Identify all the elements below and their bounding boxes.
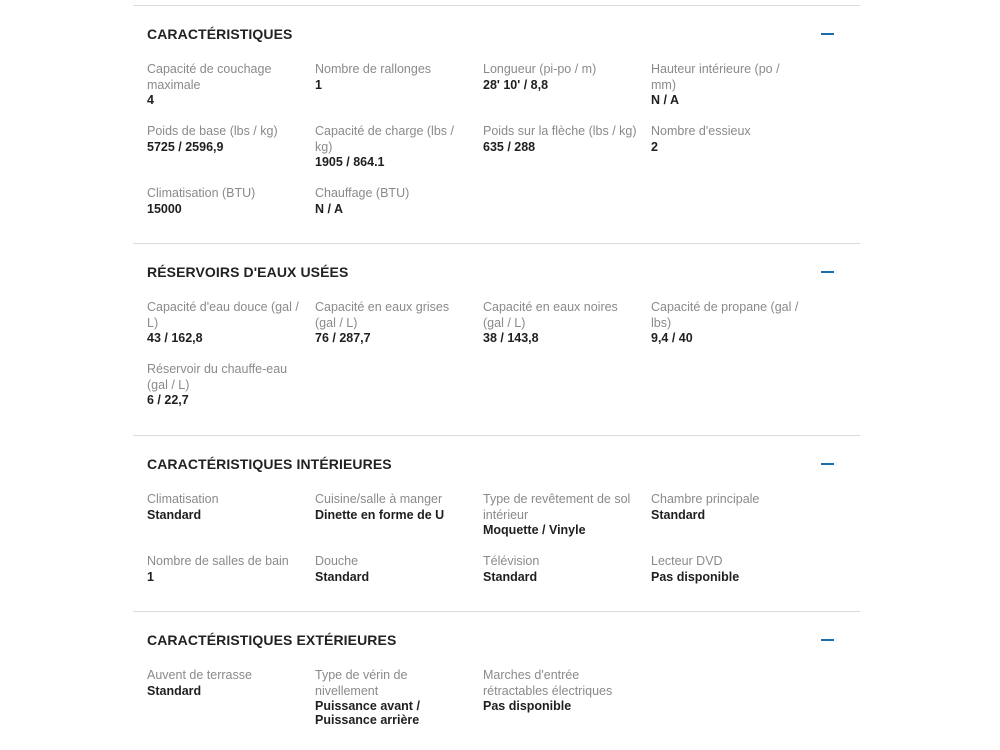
spec-row (133, 668, 860, 738)
spec-value: 2 (651, 139, 658, 154)
collapse-icon[interactable] (821, 639, 834, 641)
spec-item (651, 62, 819, 124)
spec-label: Marches d'entrée rétractables électriques (483, 668, 613, 698)
spec-value: 1905 / 864.1 (315, 155, 385, 169)
spec-value: 43 / 162,8 (147, 331, 203, 345)
spec-value: Dinette en forme de U (315, 507, 445, 522)
spec-value: N / A (651, 93, 680, 107)
spec-label: Type de revêtement de sol intérieur (483, 492, 631, 522)
spec-value: 5725 / 2596,9 (147, 139, 224, 154)
spec-value: Standard (147, 507, 202, 522)
section-header[interactable] (133, 436, 860, 492)
spec-row (133, 554, 860, 604)
spec-row (133, 300, 860, 362)
spec-row (133, 62, 860, 124)
spec-item (483, 300, 651, 362)
spec-value: 15000 (147, 201, 182, 216)
section-title: CARACTÉRISTIQUES EXTÉRIEURES (147, 632, 397, 648)
spec-label: Type de vérin de nivellement (315, 668, 408, 698)
spec-value: 76 / 287,7 (315, 331, 371, 345)
spec-value: Moquette / Vinyle (483, 523, 586, 537)
spec-value: 1 (147, 569, 154, 584)
spec-value: Pas disponible (483, 699, 572, 713)
spec-item (147, 62, 315, 124)
spec-label: Capacité de propane (gal / lbs) (651, 300, 799, 330)
spec-value: 28' 10' / 8,8 (483, 77, 549, 92)
spec-item (147, 362, 315, 422)
spec-item (315, 554, 483, 604)
spec-item (147, 668, 315, 738)
spec-row (133, 362, 860, 422)
spec-label: Longueur (pi-po / m) (483, 62, 597, 76)
spec-value: 4 (147, 93, 154, 107)
spec-label: Poids sur la flèche (lbs / kg) (483, 124, 637, 138)
spec-item (651, 300, 819, 362)
section-interieures (133, 435, 860, 611)
spec-item (147, 554, 315, 604)
spec-item (315, 668, 483, 738)
spec-item (651, 554, 819, 604)
spec-item (147, 186, 315, 236)
section-reservoirs (133, 243, 860, 435)
spec-value: 1 (315, 77, 322, 92)
section-exterieures (133, 611, 860, 742)
spec-item (315, 62, 483, 124)
spec-label: Capacité en eaux noires (gal / L) (483, 300, 618, 330)
spec-label: Nombre de salles de bain (147, 554, 289, 568)
spec-value: Standard (651, 507, 706, 522)
spec-item (651, 492, 819, 554)
spec-row (133, 124, 860, 186)
spec-item (483, 124, 651, 186)
collapse-icon[interactable] (821, 33, 834, 35)
spec-item (483, 668, 651, 738)
spec-label: Nombre de rallonges (315, 62, 432, 76)
spec-item (483, 554, 651, 604)
spec-label: Capacité de couchage maximale (147, 62, 272, 92)
spec-label: Réservoir du chauffe-eau (gal / L) (147, 362, 288, 392)
spec-label: Chauffage (BTU) (315, 186, 410, 200)
spec-label: Nombre d'essieux (651, 124, 751, 138)
spec-value: 38 / 143,8 (483, 331, 539, 345)
spec-label: Lecteur DVD (651, 554, 723, 568)
section-title: CARACTÉRISTIQUES (147, 26, 293, 42)
section-title: CARACTÉRISTIQUES INTÉRIEURES (147, 456, 392, 472)
spec-item (147, 300, 315, 362)
spec-item (483, 492, 651, 554)
spec-label: Télévision (483, 554, 540, 568)
specs-accordion (133, 5, 860, 742)
spec-value: Standard (147, 683, 202, 698)
spec-item (315, 492, 483, 554)
spec-value: 6 / 22,7 (147, 393, 189, 407)
spec-item (315, 186, 483, 236)
spec-label: Capacité de charge (lbs / kg) (315, 124, 454, 154)
spec-item (483, 62, 651, 124)
spec-row (133, 492, 860, 554)
section-header[interactable] (133, 244, 860, 300)
spec-value: Standard (483, 569, 538, 584)
spec-value: N / A (315, 201, 344, 216)
spec-value: 9,4 / 40 (651, 331, 693, 345)
spec-value: 635 / 288 (483, 139, 536, 154)
spec-item (147, 124, 315, 186)
spec-label: Climatisation (147, 492, 219, 506)
section-title: RÉSERVOIRS D'EAUX USÉES (147, 264, 349, 280)
spec-label: Capacité d'eau douce (gal / L) (147, 300, 299, 330)
collapse-icon[interactable] (821, 271, 834, 273)
spec-item (315, 300, 483, 362)
section-caracteristiques (133, 5, 860, 243)
spec-item (651, 124, 819, 186)
spec-label: Poids de base (lbs / kg) (147, 124, 278, 138)
section-header[interactable] (133, 612, 860, 668)
spec-row (133, 186, 860, 236)
spec-value: Pas disponible (651, 569, 740, 584)
collapse-icon[interactable] (821, 463, 834, 465)
spec-label: Hauteur intérieure (po / mm) (651, 62, 780, 92)
spec-item (315, 124, 483, 186)
spec-label: Auvent de terrasse (147, 668, 252, 682)
spec-label: Chambre principale (651, 492, 760, 506)
spec-label: Capacité en eaux grises (gal / L) (315, 300, 450, 330)
spec-item (147, 492, 315, 554)
spec-label: Cuisine/salle à manger (315, 492, 443, 506)
spec-value: Puissance avant / Puissance arrière (315, 699, 420, 727)
spec-label: Climatisation (BTU) (147, 186, 256, 200)
spec-value: Standard (315, 569, 370, 584)
section-header[interactable] (133, 6, 860, 62)
spec-label: Douche (315, 554, 359, 568)
